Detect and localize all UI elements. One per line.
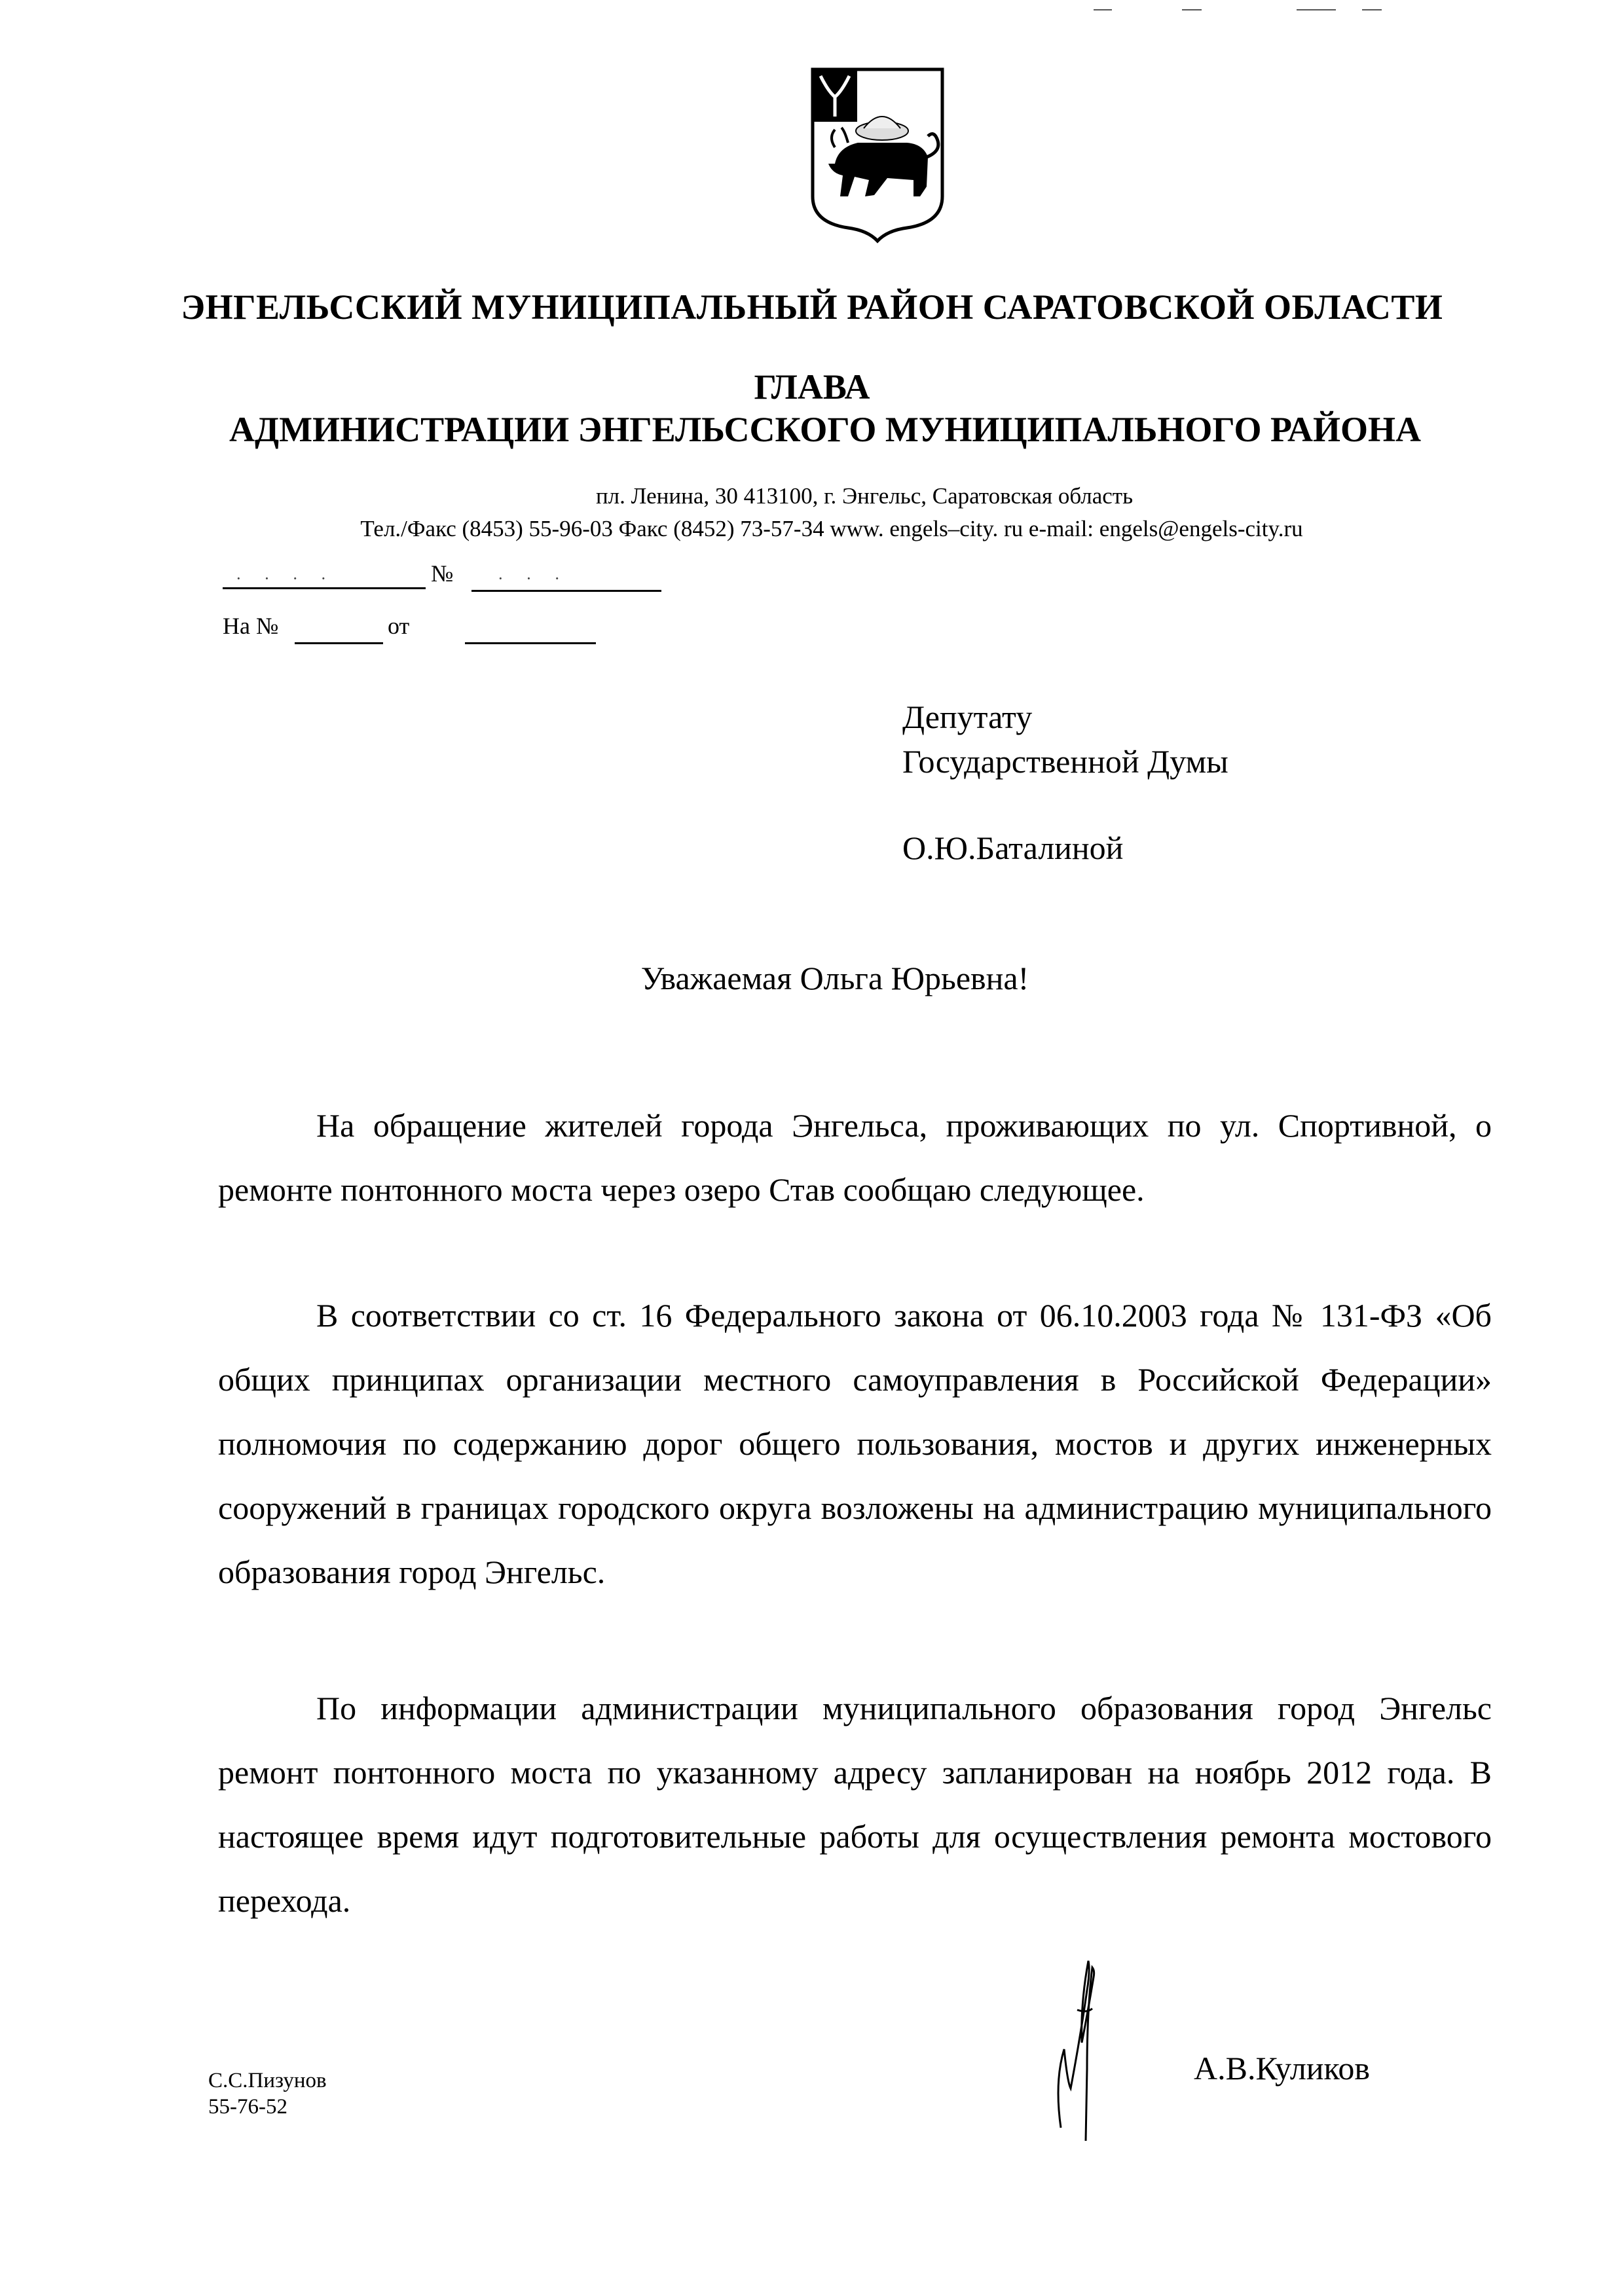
- date-underline: [223, 587, 426, 589]
- signer-name: А.В.Куликов: [1194, 2050, 1370, 2086]
- addressee-position: Депутату: [902, 699, 1033, 735]
- address-line: пл. Ленина, 30 413100, г. Энгельс, Саратовская область: [595, 483, 1134, 509]
- organization-title: ЭНГЕЛЬССКИЙ МУНИЦИПАЛЬНЫЙ РАЙОН САРАТОВСКОЙ ОБЛАСТИ: [181, 287, 1443, 327]
- position-title: ГЛАВА: [754, 367, 870, 407]
- reply-to-label: На №: [223, 613, 279, 639]
- position-subtitle: АДМИНИСТРАЦИИ ЭНГЕЛЬССКОГО МУНИЦИПАЛЬНОГО РАЙОНА: [229, 410, 1422, 449]
- from-label: от: [388, 613, 410, 639]
- engels-coat-of-arms-icon: [809, 65, 946, 249]
- addressee-organization: Государственной Думы: [902, 743, 1228, 780]
- body-paragraph: [218, 1283, 1492, 1604]
- scan-artifacts: [1035, 9, 1611, 13]
- number-underline: [471, 590, 661, 592]
- handwritten-signature-icon: [1041, 1951, 1120, 2141]
- reply-to-field: [223, 612, 681, 651]
- addressee-name: О.Ю.Баталиной: [902, 829, 1124, 866]
- number-label: №: [431, 560, 454, 587]
- handwritten-date: · · · ·: [236, 569, 336, 588]
- reply-date-underline: [465, 642, 596, 644]
- body-paragraph: [218, 1093, 1492, 1222]
- contacts-line: Тел./Факс (8453) 55-96-03 Факс (8452) 73-57-34 www. engels–city. ru e-mail: engels@engels-city.ru: [360, 516, 1303, 541]
- paragraph-text: В соответствии со ст. 16 Федерального закона от 06.10.2003 года № 131-ФЗ «Об общих принципах организации местного самоуправления в Российской Федерации» полномочия по содержанию дорог общего пользования, мостов и других инженерных сооружений в границах городского округа возложены на администрацию муниципального образования город Энгельс.: [218, 1297, 1492, 1590]
- executor-name: С.С.Пизунов: [208, 2069, 327, 2092]
- reply-number-underline: [295, 642, 383, 644]
- salutation: Уважаемая Ольга Юрьевна!: [640, 960, 1029, 996]
- paragraph-text: По информации администрации муниципального образования город Энгельс ремонт понтонного моста по указанному адресу запланирован на ноябрь 2012 года. В настоящее время идут подготовительные работы для осуществления ремонта мостового перехода.: [218, 1690, 1492, 1919]
- body-paragraph: [218, 1676, 1492, 1933]
- paragraph-text: На обращение жителей города Энгельса, проживающих по ул. Спортивной, о ремонте понтонного моста через озеро Став сообщаю следующее.: [218, 1107, 1492, 1208]
- handwritten-number: · · ·: [498, 569, 569, 588]
- executor-phone: 55-76-52: [208, 2095, 287, 2119]
- outgoing-registration-field: [223, 560, 668, 592]
